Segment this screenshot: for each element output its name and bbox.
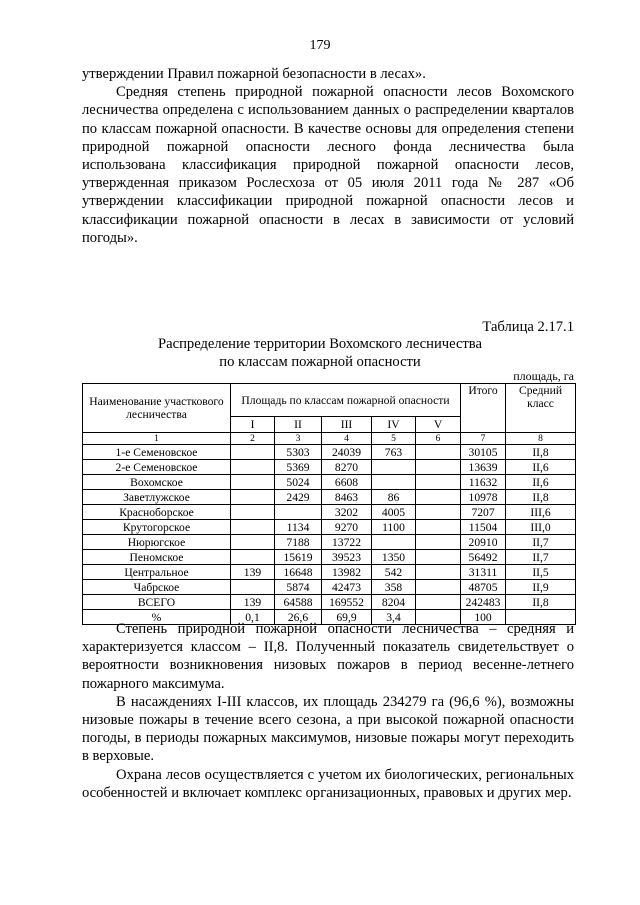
table-cell: 7188 [275,535,322,550]
table-cell: III,6 [506,505,576,520]
table-cell [416,505,461,520]
paragraph: утверждении Правил пожарной безопасности в лесах». [82,66,426,82]
row-name-cell: ВСЕГО [83,595,231,610]
table-cell [416,475,461,490]
column-number: 5 [372,433,416,445]
table-cell: 242483 [461,595,506,610]
header-area-group: Площадь по классам пожарной опасности [231,384,461,417]
paragraph: Степень природной пожарной опасности лесничества – средняя и характеризуется классом – II,8. Полученный показатель свидетельствует о вероятности возникновения низовых пожаров в период весенне-летнего пожарного максимума. [82,621,574,692]
table-cell [231,505,275,520]
table-cell: 10978 [461,490,506,505]
table-cell: 139 [231,565,275,580]
table-cell [416,595,461,610]
table-cell: 763 [372,445,416,460]
table-cell [372,475,416,490]
table-row [83,520,576,535]
table-cell: 56492 [461,550,506,565]
table-cell: 26,6 [275,610,322,625]
table-cell [416,520,461,535]
table-cell: II,7 [506,535,576,550]
page-number: 179 [309,38,331,53]
table-cell [231,520,275,535]
table-cell: 8204 [372,595,416,610]
table-cell: II,9 [506,580,576,595]
table-cell: 13722 [322,535,372,550]
table-cell: 1100 [372,520,416,535]
table-cell [231,460,275,475]
table-cell [372,535,416,550]
table-cell [416,535,461,550]
column-number: 6 [416,433,461,445]
table-cell: 69,9 [322,610,372,625]
table-title: Распределение территории Вохомского лесничества [158,336,482,352]
table-cell: II,8 [506,445,576,460]
table-cell: 48705 [461,580,506,595]
table-cell: II,8 [506,490,576,505]
column-number: 1 [83,433,231,445]
table-row [83,475,576,490]
table-cell: II,6 [506,475,576,490]
table-cell: 8270 [322,460,372,475]
row-name-cell: 1-е Семеновское [83,445,231,460]
table-cell: 7207 [461,505,506,520]
table-cell: 4005 [372,505,416,520]
intro-text [82,65,574,247]
table-cell [231,445,275,460]
table-cell: 64588 [275,595,322,610]
table-cell: III,0 [506,520,576,535]
table-cell: 16648 [275,565,322,580]
table-cell [231,580,275,595]
table-row [83,490,576,505]
row-name-cell: 2-е Семеновское [83,460,231,475]
table-cell: 11632 [461,475,506,490]
column-number: 8 [506,433,576,445]
table-cell [275,505,322,520]
table-unit: площадь, га [513,369,574,383]
table-cell [416,445,461,460]
column-number: 2 [231,433,275,445]
table-cell: 3202 [322,505,372,520]
table-cell: II,6 [506,460,576,475]
paragraph: Охрана лесов осуществляется с учетом их биологических, региональных особенностей и включает комплекс организационных, правовых и других мер. [82,766,574,801]
table-row [83,595,576,610]
table-cell: 13982 [322,565,372,580]
table-cell: 6608 [322,475,372,490]
table-cell: 542 [372,565,416,580]
fire-danger-table [82,383,576,625]
row-name-cell: Чабрское [83,580,231,595]
row-name-cell: Красноборское [83,505,231,520]
table-cell: 100 [461,610,506,625]
paragraph: В насаждениях I-III классов, их площадь 234279 га (96,6 %), возможны низовые пожары в течение всего сезона, а при высокой пожарной опасности погоды, в периоды пожарных максимумов, низовые пожары могут переходить в верховые. [82,693,574,765]
table-cell: II,7 [506,550,576,565]
table-cell [416,565,461,580]
table-cell: 9270 [322,520,372,535]
table-row [83,550,576,565]
row-name-cell: Крутогорское [83,520,231,535]
table-cell [416,490,461,505]
table-cell [231,475,275,490]
table-cell [416,580,461,595]
table-cell: 39523 [322,550,372,565]
table-cell: 139 [231,595,275,610]
column-number: 4 [322,433,372,445]
table-cell: 8463 [322,490,372,505]
table-cell: 5303 [275,445,322,460]
table-cell [231,550,275,565]
paragraph: Средняя степень природной пожарной опасности лесов Вохомского лесничества определена с использованием данных о распределении кварталов по классам пожарной опасности. В качестве основы для определения степени природной пожарной опасности лесного фонда лесничества была использована классификация природной пожарной опасности лесов, утвержденная приказом Рослесхоза от 05 июля 2011 года № 287 «Об утверждении классификации природной пожарной опасности лесов и классификации пожарной опасности в лесах в зависимости от условий погоды». [82,84,574,246]
header-class: V [416,417,461,433]
table-cell: 15619 [275,550,322,565]
table-cell: 5369 [275,460,322,475]
table-cell: 31311 [461,565,506,580]
table-cell: 0,1 [231,610,275,625]
table-cell: 13639 [461,460,506,475]
row-name-cell: Вохомское [83,475,231,490]
table-cell: 11504 [461,520,506,535]
row-name-cell: Пеномское [83,550,231,565]
table-row [83,445,576,460]
table-cell: 1350 [372,550,416,565]
header-class: I [231,417,275,433]
header-class: IV [372,417,416,433]
table-cell [231,490,275,505]
table-cell: 2429 [275,490,322,505]
table-row [83,565,576,580]
header-avg-class: Средний класс [506,384,576,433]
table-cell: II,5 [506,565,576,580]
table-row [83,535,576,550]
table-cell: 1134 [275,520,322,535]
table-subtitle: по классам пожарной опасности [219,354,421,370]
row-name-cell: Нюрюгское [83,535,231,550]
table-cell: 24039 [322,445,372,460]
table-cell: 169552 [322,595,372,610]
table-cell: 3,4 [372,610,416,625]
column-number: 3 [275,433,322,445]
table-cell: 86 [372,490,416,505]
closing-text [82,620,574,802]
table-cell: II,8 [506,595,576,610]
row-name-cell: Заветлужское [83,490,231,505]
table-row [83,580,576,595]
table-cell: 5874 [275,580,322,595]
table-cell [416,550,461,565]
table-row [83,460,576,475]
table-cell: 30105 [461,445,506,460]
table-row [83,505,576,520]
header-total: Итого [461,384,506,433]
table-cell: 5024 [275,475,322,490]
header-class: III [322,417,372,433]
table-label: Таблица 2.17.1 [482,319,574,335]
row-name-cell: % [83,610,231,625]
table-cell [416,460,461,475]
row-name-cell: Центральное [83,565,231,580]
header-name: Наименование участкового лесничества [83,384,231,433]
table-cell: 20910 [461,535,506,550]
table-cell [231,535,275,550]
table-cell: 42473 [322,580,372,595]
header-class: II [275,417,322,433]
table-cell: 358 [372,580,416,595]
column-number: 7 [461,433,506,445]
table-cell [372,460,416,475]
